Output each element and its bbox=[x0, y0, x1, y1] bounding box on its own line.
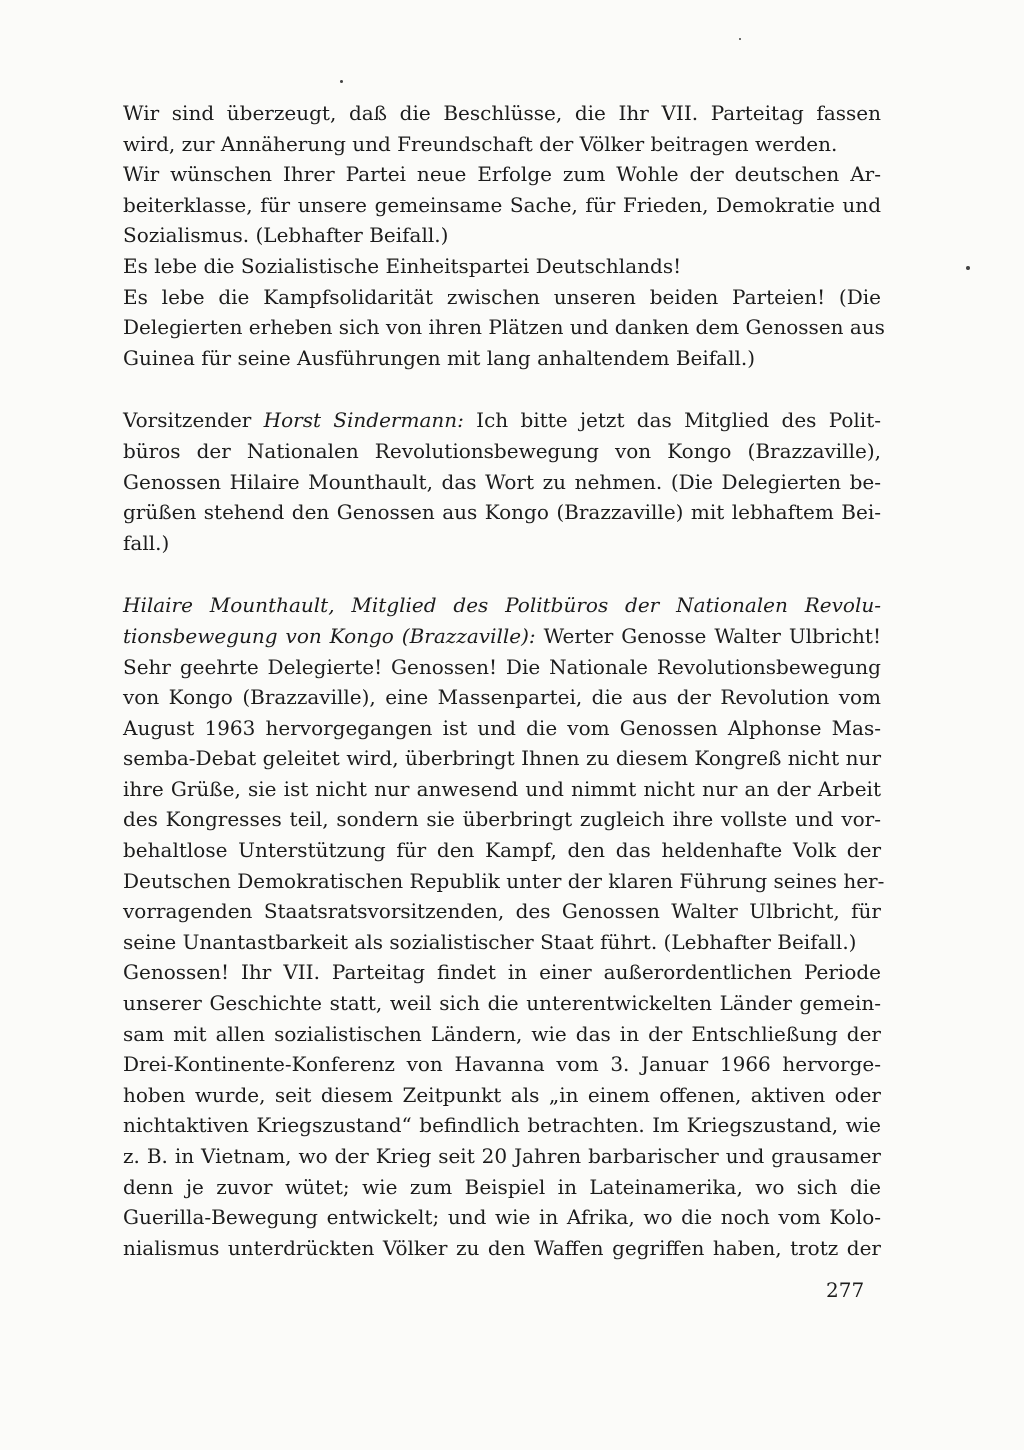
page-number: 277 bbox=[826, 1278, 865, 1302]
text-line bbox=[123, 405, 881, 436]
paragraph bbox=[123, 159, 881, 251]
scan-speck bbox=[966, 266, 970, 270]
text-line: hoben wurde, seit diesem Zeitpunkt als „in einem offenen, aktiven oder bbox=[123, 1082, 881, 1107]
text-fragment: Ich bitte jetzt das Mitglied des Polit- bbox=[463, 408, 881, 433]
text-line: nichtaktiven Kriegszustand“ befindlich betrachten. Im Kriegszustand, wie bbox=[123, 1113, 881, 1138]
text-line: seine Unantastbarkeit als sozialistischer Staat führt. (Lebhafter Beifall.) bbox=[123, 929, 857, 954]
scan-speck bbox=[739, 38, 741, 40]
paragraph bbox=[123, 957, 881, 1263]
text-line: Es lebe die Sozialistische Einheitspartei Deutschlands! bbox=[123, 253, 682, 278]
text-line: Genossen Hilaire Mounthault, das Wort zu nehmen. (Die Delegierten be- bbox=[123, 469, 881, 494]
text-line: unserer Geschichte statt, weil sich die unterentwickelten Länder gemein- bbox=[123, 991, 881, 1016]
text-line: Es lebe die Kampfsolidarität zwischen unseren beiden Parteien! (Die bbox=[123, 284, 881, 309]
text-line: Deutschen Demokratischen Republik unter der klaren Führung seines her- bbox=[123, 868, 885, 893]
text-line bbox=[123, 590, 881, 621]
paragraph-gap bbox=[123, 373, 881, 405]
text-line: büros der Nationalen Revolutionsbewegung von Kongo (Brazzaville), bbox=[123, 438, 881, 463]
text-line: z. B. in Vietnam, wo der Krieg seit 20 Jahren barbarischer und grausamer bbox=[123, 1144, 881, 1168]
speaker-name: Horst Sindermann: bbox=[263, 408, 464, 433]
text-line: Sozialismus. (Lebhafter Beifall.) bbox=[123, 223, 449, 248]
text-line: denn je zuvor wütet; wie zum Beispiel in Lateinamerika, wo sich die bbox=[123, 1174, 881, 1199]
paragraph bbox=[123, 282, 885, 374]
text-line: nialismus unterdrückten Völker zu den Waffen gegriffen haben, trotz der bbox=[123, 1235, 881, 1260]
speaker-title: Hilaire Mounthault, Mitglied des Politbüros der Nationalen Revolu- bbox=[123, 593, 881, 618]
speaker-title: tionsbewegung von Kongo (Brazzaville): bbox=[123, 623, 536, 648]
text-line: vorragenden Staatsratsvorsitzenden, des Genossen Walter Ulbricht, für bbox=[123, 899, 881, 924]
speaker-role: Vorsitzender bbox=[123, 408, 264, 433]
text-line: grüßen stehend den Genossen aus Kongo (Brazzaville) mit lebhaftem Bei- bbox=[123, 500, 881, 525]
chair-remark-paragraph bbox=[123, 405, 881, 558]
paragraph bbox=[123, 98, 881, 159]
text-line: ihre Grüße, sie ist nicht nur anwesend und nimmt nicht nur an der Arbeit bbox=[123, 776, 881, 801]
text-line: Guinea für seine Ausführungen mit lang anhaltendem Beifall.) bbox=[123, 345, 756, 370]
text-line: beiterklasse, für unsere gemeinsame Sache, für Frieden, Demokratie und bbox=[123, 192, 881, 217]
text-line: August 1963 hervorgegangen ist und die vom Genossen Alphonse Mas- bbox=[123, 715, 881, 740]
page-body bbox=[123, 98, 885, 1263]
text-line: Wir wünschen Ihrer Partei neue Erfolge zum Wohle der deutschen Ar- bbox=[123, 162, 881, 187]
text-line: Sehr geehrte Delegierte! Genossen! Die Nationale Revolutionsbewegung bbox=[123, 654, 881, 679]
paragraph bbox=[123, 251, 881, 282]
paragraph-gap bbox=[123, 558, 881, 590]
text-line: Guerilla-Bewegung entwickelt; und wie in Afrika, wo die noch vom Kolo- bbox=[123, 1205, 881, 1230]
text-fragment: Werter Genosse Walter Ulbricht! bbox=[535, 623, 881, 648]
speech-paragraph bbox=[123, 590, 885, 957]
text-line: wird, zur Annäherung und Freundschaft der Völker beitragen werden. bbox=[123, 131, 838, 156]
text-line: Drei-Kontinente-Konferenz von Havanna vom 3. Januar 1966 hervorge- bbox=[123, 1052, 881, 1077]
text-line: sam mit allen sozialistischen Ländern, wie das in der Entschließung der bbox=[123, 1021, 881, 1046]
text-line: Delegierten erheben sich von ihren Plätzen und danken dem Genossen aus bbox=[123, 315, 885, 340]
text-line: Genossen! Ihr VII. Parteitag findet in einer außerordentlichen Periode bbox=[123, 960, 881, 985]
text-line: von Kongo (Brazzaville), eine Massenpartei, die aus der Revolution vom bbox=[123, 685, 881, 710]
text-line: semba-Debat geleitet wird, überbringt Ihnen zu diesem Kongreß nicht nur bbox=[123, 746, 881, 771]
text-line: behaltlose Unterstützung für den Kampf, den das heldenhafte Volk der bbox=[123, 838, 881, 863]
text-line bbox=[123, 621, 881, 652]
text-line: Wir sind überzeugt, daß die Beschlüsse, die Ihr VII. Parteitag fassen bbox=[123, 101, 881, 125]
scan-speck bbox=[340, 80, 343, 83]
text-line: des Kongresses teil, sondern sie überbringt zugleich ihre vollste und vor- bbox=[123, 807, 881, 832]
text-line: fall.) bbox=[123, 530, 170, 555]
